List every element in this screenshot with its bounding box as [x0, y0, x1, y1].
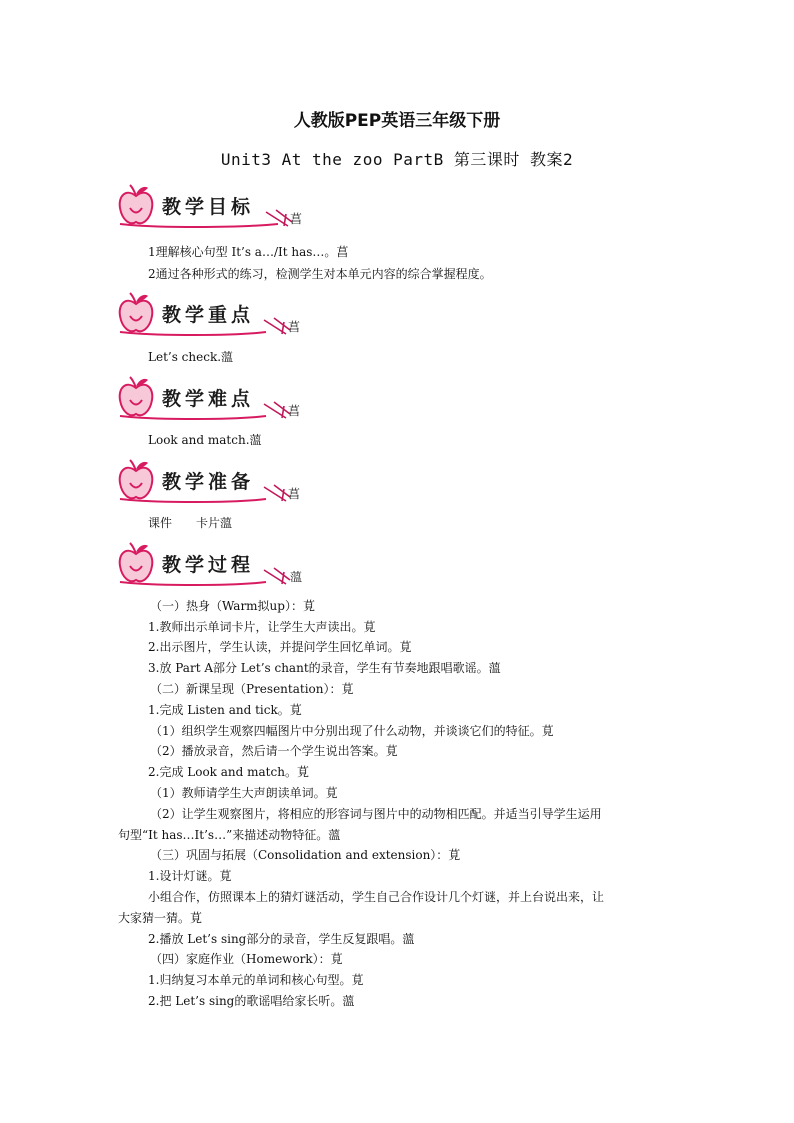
- process-line: 1.设计灯谜。莧: [148, 869, 232, 883]
- prep-line: 课件 卡片薀: [148, 516, 233, 530]
- section-heading-mark: 菖: [288, 320, 301, 334]
- section-heading-text: 教学过程: [162, 554, 255, 576]
- section-heading-focus: [116, 290, 316, 338]
- document-title: 人教版PEP英语三年级下册: [293, 111, 501, 131]
- process-line: （1）组织学生观察四幅图片中分别出现了什么动物，并谈谈它们的特征。莧: [150, 724, 554, 738]
- process-line: 2.播放 Let’s sing部分的录音，学生反复跟唱。薀: [148, 932, 415, 946]
- process-line: （2）播放录音，然后请一个学生说出答案。莧: [150, 744, 398, 758]
- section-heading-mark: 菖: [288, 487, 301, 501]
- section-heading-goals: [116, 182, 316, 230]
- section-heading-mark: 薀: [290, 570, 303, 584]
- process-line: 句型“It has…It’s…”来描述动物特征。薀: [118, 828, 341, 842]
- difficulty-line: Look and match.薀: [148, 433, 262, 447]
- process-line: 1.教师出示单词卡片，让学生大声读出。莧: [148, 620, 376, 634]
- section-heading-text: 教学目标: [162, 196, 255, 218]
- focus-line: Let’s check.薀: [148, 350, 234, 364]
- process-line: 小组合作，仿照课本上的猜灯谜活动，学生自己合作设计几个灯谜，并上台说出来，让: [148, 890, 605, 904]
- process-line: 3.放 Part A部分 Let’s chant的录音，学生有节奏地跟唱歌谣。薀: [148, 661, 501, 675]
- section-heading-mark: 菖: [288, 404, 301, 418]
- section-heading-difficulty: [116, 374, 316, 422]
- process-line: 1.归纳复习本单元的单词和核心句型。莧: [148, 973, 364, 987]
- goals-line: 2通过各种形式的练习，检测学生对本单元内容的综合掌握程度。: [148, 267, 492, 281]
- section-heading-text: 教学难点: [162, 388, 255, 410]
- section-heading-mark: 菖: [290, 212, 303, 226]
- section-heading-prep: [116, 457, 316, 505]
- goals-line: 1理解核心句型 It’s a…/It has…。菖: [148, 245, 349, 259]
- process-line: （四）家庭作业（Homework）：莧: [150, 952, 343, 966]
- process-line: （一）热身（Warm拟up）：莧: [150, 599, 315, 613]
- section-heading-text: 教学重点: [162, 304, 255, 326]
- process-line: 2.完成 Look and match。莧: [148, 765, 309, 779]
- section-heading-text: 教学准备: [162, 471, 255, 493]
- process-line: 大家猜一猜。莧: [118, 911, 203, 925]
- document-subtitle: Unit3 At the zoo PartB 第三课时 教案2: [220, 150, 574, 169]
- section-heading-process: [116, 540, 316, 588]
- process-line: （二）新课呈现（Presentation）：莧: [150, 682, 354, 696]
- process-line: 1.完成 Listen and tick。莧: [148, 703, 302, 717]
- process-line: （2）让学生观察图片，将相应的形容词与图片中的动物相匹配。并适当引导学生运用: [150, 807, 602, 821]
- process-line: （1）教师请学生大声朗读单词。莧: [150, 786, 338, 800]
- process-line: 2.出示图片，学生认读，并提问学生回忆单词。莧: [148, 640, 412, 654]
- process-line: 2.把 Let’s sing的歌谣唱给家长听。薀: [148, 994, 355, 1008]
- process-line: （三）巩固与拓展（Consolidation and extension）：莧: [150, 848, 461, 862]
